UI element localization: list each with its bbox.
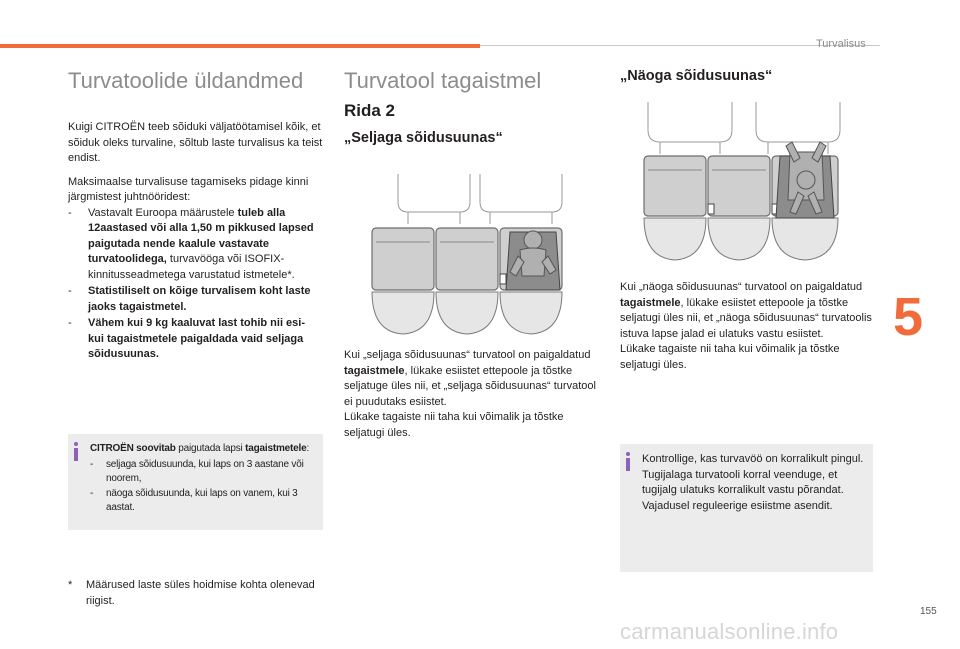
col2-title: Turvatool tagaistmel: [344, 68, 542, 93]
col2-subtitle: Rida 2: [344, 101, 396, 120]
header-accent-bar: [0, 44, 480, 48]
list-item: - näoga sõidusuunda, kui laps on vanem, kui 3 aastat.: [90, 488, 298, 513]
info-line-3: Vajadusel reguleerige esiistme asendit.: [642, 499, 833, 512]
col1-info-box: [68, 434, 323, 530]
rear-facing-seat-illustration: [368, 172, 574, 340]
col2-paragraph: Kui „seljaga sõidusuunas“ turvatool on paigaldatud tagaistmele, lükake esiistet ettepoole ja tõstke seljatuge üles nii, et „seljaga sõidusuunas“ turvatool ei puudutaks esiistet.: [344, 349, 596, 408]
col2-heading: „Seljaga sõidusuunas“: [344, 130, 503, 146]
info-icon: [74, 442, 78, 461]
col2-body: [344, 348, 600, 441]
col1-para1: Kuigi CITROËN teeb sõiduki väljatöötamisel kõik, et sõiduk oleks turvaline, sõltub laste turvalisus ka teist endist.: [68, 121, 323, 164]
col1-list: [68, 206, 323, 363]
chapter-number: 5: [893, 287, 924, 347]
list-item: - Vähem kui 9 kg kaaluvat last tohib nii esi- kui tagaistmetele paigaldada vaid seljaga sõidusuunas.: [68, 317, 306, 360]
col1-title: Turvatoolide üldandmed: [68, 68, 304, 93]
list-item: - seljaga sõidusuunda, kui laps on 3 aastane või noorem,: [90, 459, 304, 484]
col2-paragraph-2: Lükake tagaiste nii taha kui võimalik ja tõstke seljatugi üles.: [344, 411, 564, 439]
col3-body: [620, 280, 876, 373]
col3-heading: „Näoga sõidusuunas“: [620, 68, 773, 84]
list-item: - Statistiliselt on kõige turvalisem koht laste jaoks tagaistmetel.: [68, 285, 311, 313]
info-content: [642, 452, 866, 514]
col1-para2: Maksimaalse turvalisuse tagamiseks pidage kinni järgmistest juhtnööridest:: [68, 175, 309, 203]
col3-paragraph: Kui „näoga sõidusuunas“ turvatool on paigaldatud tagaistmele, lükake esiistet ettepoole ja tõstke seljatugi üles nii, et „näoga sõidusuunas“ turvatoolis istuva lapse jalad ei ulatuks vastu esiistet.: [620, 281, 872, 340]
info-line-2: Tugijalaga turvatooli korral veenduge, et tugijalg ulatuks korralikult vastu põrandat.: [642, 468, 844, 496]
info-list: [90, 458, 318, 515]
footnote: * Määrused laste süles hoidmise kohta olenevad riigist.: [68, 579, 315, 607]
info-content: CITROËN soovitab paigutada lapsi tagaistmetele: - seljaga sõidusuunda, kui laps on 3 aastane või noorem, - näoga sõidusuunda, kui laps on vanem, kui 3 aastat.: [90, 442, 318, 516]
list-item: - Vastavalt Euroopa määrustele tuleb alla 12aastased või alla 1,50 m pikkused lapsed paigutada nende kaalule vastavate turvatoolidega, turvavööga või ISOFIX-kinnitusseadmetega varustatud istmetele*.: [68, 206, 314, 281]
info-line-1: Kontrollige, kas turvavöö on korralikult pingul.: [642, 453, 864, 465]
info-icon: [626, 452, 630, 471]
col3-paragraph-2: Lükake tagaiste nii taha kui võimalik ja tõstke seljatugi üles.: [620, 343, 840, 371]
watermark: carmanualsonline.info: [620, 619, 839, 644]
page-number: 155: [920, 606, 937, 617]
col3-info-box: [620, 444, 873, 572]
forward-facing-seat-illustration: [640, 100, 846, 266]
section-label: Turvalisus: [816, 38, 866, 50]
col1-body: [68, 120, 323, 364]
